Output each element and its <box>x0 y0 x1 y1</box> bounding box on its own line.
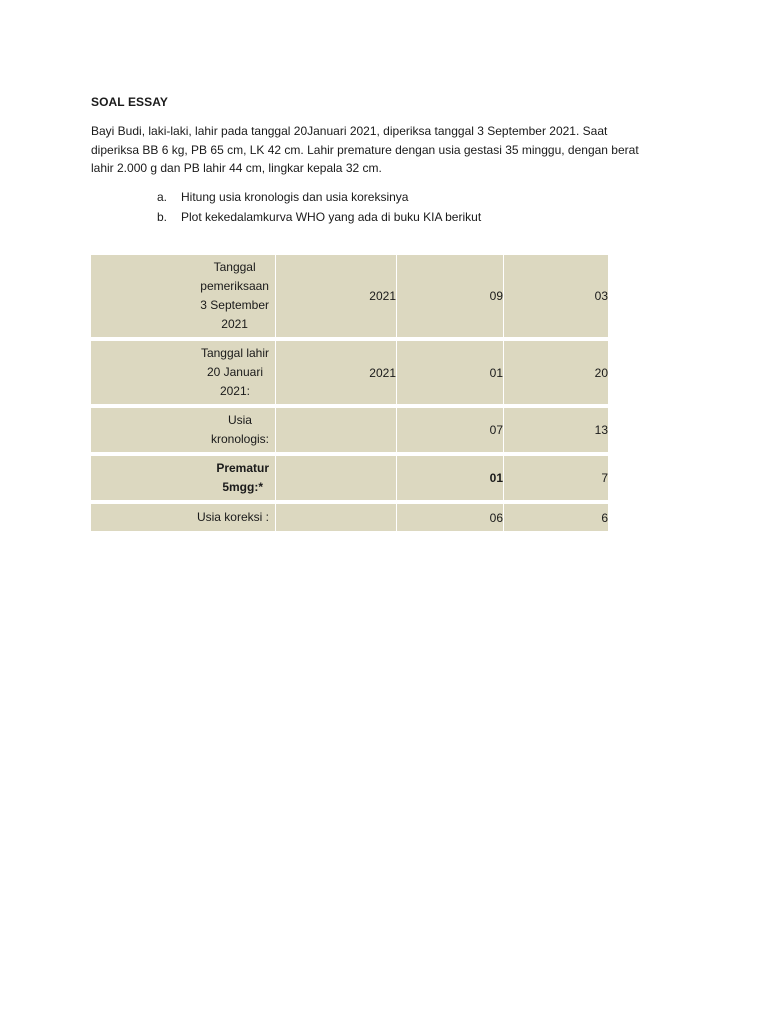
question-list <box>157 188 481 228</box>
row-label-line: Prematur <box>216 461 269 475</box>
row-label-line: 3 September <box>200 298 269 312</box>
table-row <box>91 504 608 535</box>
month-cell: 01 <box>397 456 504 504</box>
row-label-line: 20 Januari <box>206 365 263 379</box>
paragraph-line: lahir 2.000 g dan PB lahir 44 cm, lingkar kepala 32 cm. <box>91 161 382 175</box>
year-cell: 2021 <box>276 341 397 408</box>
age-calculation-table <box>91 255 608 535</box>
row-label-cell <box>91 408 276 456</box>
question-text: Plot kekedalamkurva WHO yang ada di buku KIA berikut <box>181 210 482 224</box>
row-label-line: 2021: <box>219 384 250 398</box>
row-label-line: kronologis: <box>210 432 269 446</box>
page-title: SOAL ESSAY <box>91 95 169 109</box>
day-cell: 20 <box>504 341 608 408</box>
row-label-line: 5mgg:* <box>222 480 263 494</box>
month-cell: 06 <box>397 504 504 535</box>
month-cell: 09 <box>397 255 504 341</box>
row-label-line: pemeriksaan <box>200 279 269 293</box>
month-cell: 07 <box>397 408 504 456</box>
question-text: Hitung usia kronologis dan usia koreksinya <box>181 190 409 204</box>
month-cell: 01 <box>397 341 504 408</box>
row-label-line: Tanggal <box>213 260 256 274</box>
row-label-line: 2021 <box>221 317 248 331</box>
table-row <box>91 255 608 341</box>
row-label-cell <box>91 456 276 504</box>
row-label-line: Tanggal lahir <box>200 346 269 360</box>
paragraph-line: Bayi Budi, laki-laki, lahir pada tanggal 20Januari 2021, diperiksa tanggal 3 September 2021. Saat <box>91 124 608 138</box>
paragraph-line: diperiksa BB 6 kg, PB 65 cm, LK 42 cm. Lahir premature dengan usia gestasi 35 minggu, dengan berat <box>91 142 639 157</box>
row-label-line: Usia koreksi : <box>196 510 269 524</box>
row-label-cell <box>91 255 276 341</box>
question-item <box>157 208 481 228</box>
day-cell: 7 <box>504 456 608 504</box>
problem-paragraph <box>91 122 671 178</box>
year-cell: 2021 <box>276 255 397 341</box>
day-cell: 03 <box>504 255 608 341</box>
day-cell: 13 <box>504 408 608 456</box>
table-row <box>91 341 608 408</box>
table-row <box>91 408 608 456</box>
day-cell: 6 <box>504 504 608 535</box>
year-cell <box>276 456 397 504</box>
year-cell <box>276 504 397 535</box>
year-cell <box>276 408 397 456</box>
question-item <box>157 188 481 208</box>
list-marker: b. <box>157 210 168 224</box>
table-row <box>91 456 608 504</box>
row-label-line: Usia <box>227 413 252 427</box>
row-label-cell <box>91 341 276 408</box>
row-label-cell <box>91 504 276 535</box>
list-marker: a. <box>157 190 168 204</box>
